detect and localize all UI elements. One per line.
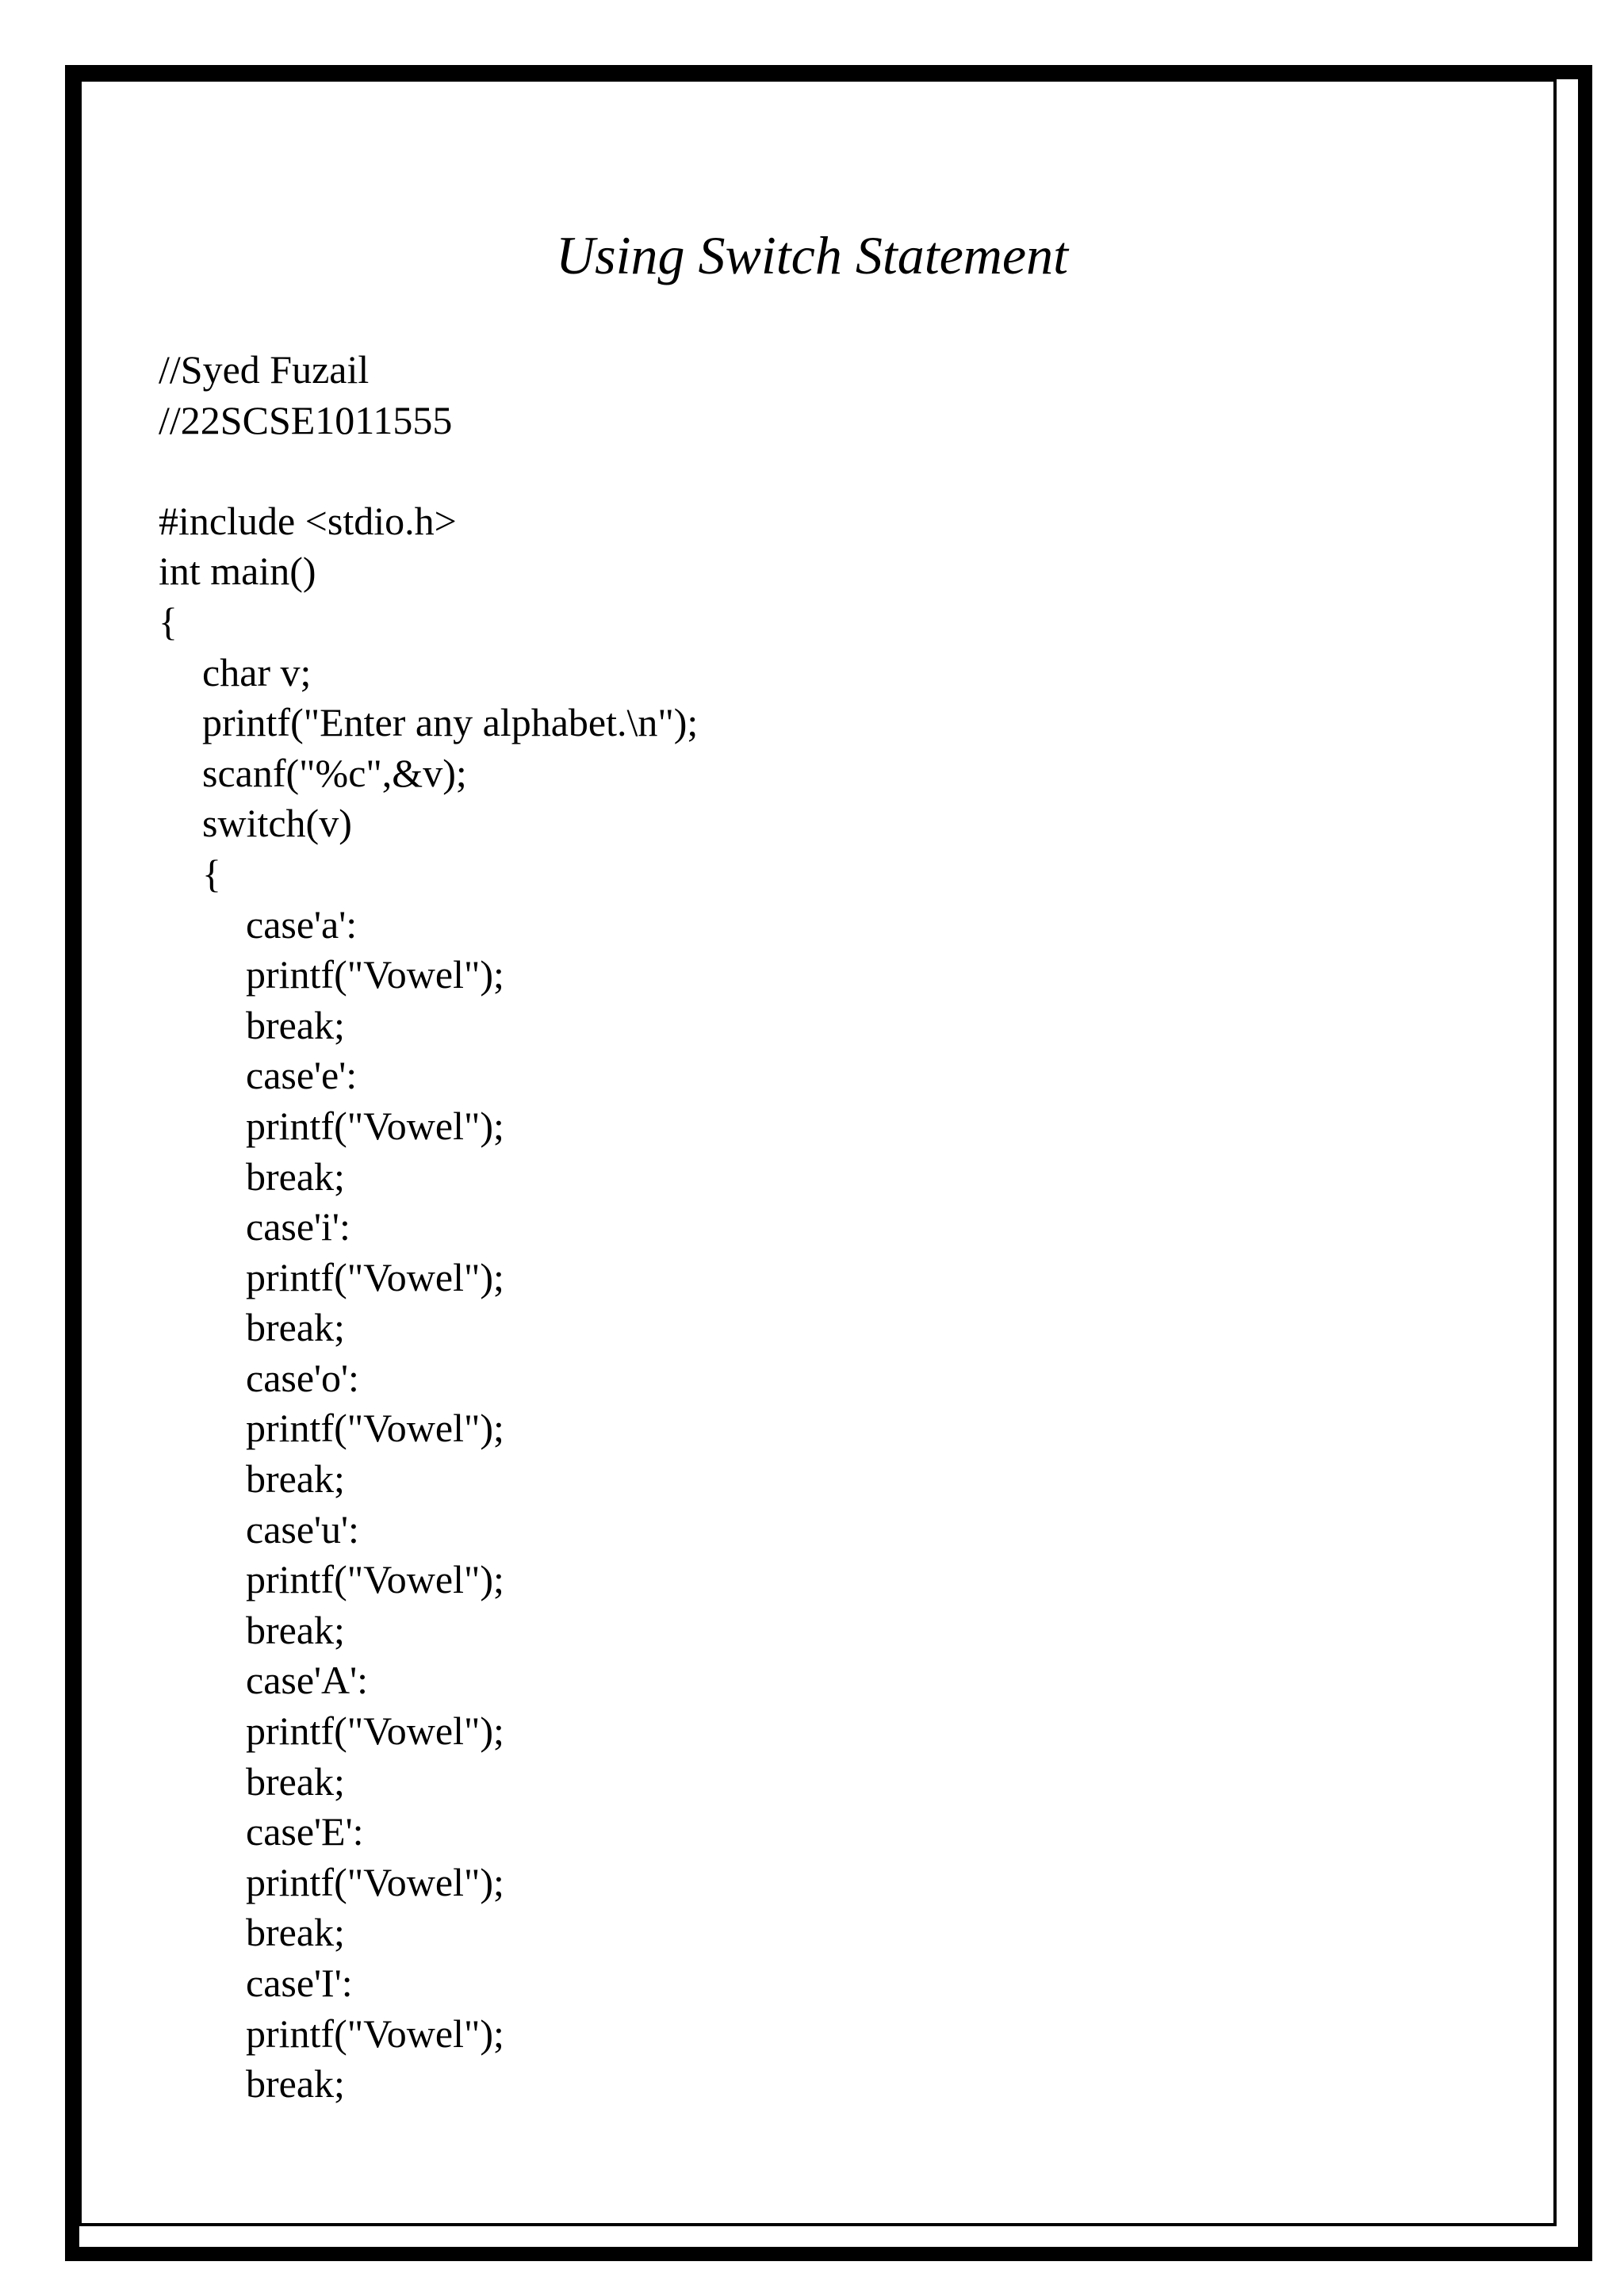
code-line: printf("Vowel"); bbox=[246, 1859, 504, 1904]
code-line: int main() bbox=[159, 549, 316, 594]
code-line: case'o': bbox=[246, 1355, 359, 1400]
code-line: printf("Vowel"); bbox=[246, 1103, 504, 1148]
code-line: //22SCSE1011555 bbox=[159, 397, 453, 442]
code-line: case'i': bbox=[246, 1204, 350, 1249]
code-line: //Syed Fuzail bbox=[159, 347, 370, 392]
code-line: case'I': bbox=[246, 1961, 353, 2005]
code-line: { bbox=[159, 599, 178, 644]
code-line: case'E': bbox=[246, 1809, 364, 1854]
code-line: printf("Vowel"); bbox=[246, 1557, 504, 1602]
code-line: printf("Vowel"); bbox=[246, 952, 504, 997]
code-line: break; bbox=[246, 1154, 345, 1199]
code-listing bbox=[159, 345, 698, 2110]
code-line: #include <stdio.h> bbox=[159, 498, 457, 543]
code-line: break; bbox=[246, 1456, 345, 1502]
code-line: break; bbox=[246, 1910, 345, 1955]
code-line: switch(v) bbox=[202, 801, 352, 846]
code-line: printf("Enter any alphabet.\n"); bbox=[202, 700, 699, 745]
code-line: printf("Vowel"); bbox=[246, 2011, 504, 2056]
code-line: break; bbox=[246, 1305, 345, 1350]
code-line: { bbox=[202, 851, 221, 896]
code-line: break; bbox=[246, 1758, 345, 1804]
code-line: char v; bbox=[202, 649, 312, 695]
code-line bbox=[159, 446, 698, 496]
code-line: printf("Vowel"); bbox=[246, 1709, 504, 1754]
page-title: Using Switch Statement bbox=[556, 225, 1068, 285]
code-line: break; bbox=[246, 2061, 345, 2107]
code-line: case'A': bbox=[246, 1658, 369, 1703]
code-line: break; bbox=[246, 1002, 345, 1047]
code-line: printf("Vowel"); bbox=[246, 1254, 504, 1299]
code-line: scanf("%c",&v); bbox=[202, 750, 467, 795]
code-line: printf("Vowel"); bbox=[246, 1406, 504, 1451]
code-line: case'a': bbox=[246, 901, 358, 947]
code-line: break; bbox=[246, 1607, 345, 1652]
code-line: case'e': bbox=[246, 1053, 358, 1098]
code-line: case'u': bbox=[246, 1506, 359, 1552]
